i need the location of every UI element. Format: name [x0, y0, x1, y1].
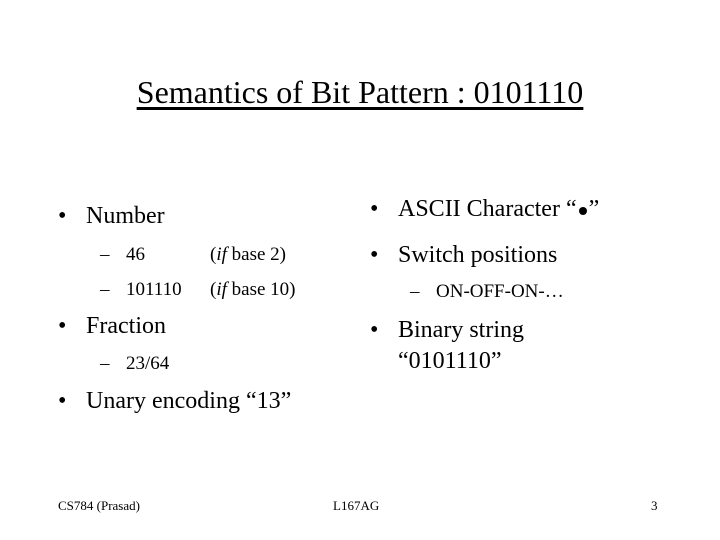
number-bullet: • Number: [58, 203, 165, 229]
switch-item: – ON-OFF-ON-…: [410, 281, 564, 302]
number-item-base2: – 46: [100, 244, 145, 265]
slide-title: [0, 74, 720, 111]
footer-author: CS784 (Prasad): [58, 498, 140, 513]
binary-bullet: • Binary string: [370, 317, 524, 343]
title-prefix: Semantics of Bit Pattern :: [136, 74, 474, 110]
switch-value: ON-OFF-ON-…: [436, 281, 564, 302]
switch-bullet: • Switch positions: [370, 242, 558, 268]
number-item-base10: – 101110: [100, 279, 182, 300]
switch-label: Switch positions: [398, 242, 558, 268]
number-cond-base10: (if base 10): [210, 279, 296, 300]
binary-value: “0101110”: [398, 348, 502, 374]
dot-glyph-icon: [579, 207, 587, 215]
number-value-101110: 101110: [126, 279, 182, 300]
fraction-label: Fraction: [86, 313, 166, 339]
number-label: Number: [86, 203, 165, 229]
number-value-46: 46: [126, 244, 145, 265]
ascii-bullet: • ASCII Character “ ”: [370, 196, 600, 222]
footer-file: L167AG: [333, 498, 380, 513]
binary-label: Binary string: [398, 317, 524, 343]
ascii-label: ASCII Character “: [398, 196, 577, 222]
unary-label: Unary encoding “13”: [86, 388, 292, 414]
footer-page-number: 3: [651, 498, 658, 513]
fraction-value: 23/64: [126, 353, 170, 374]
unary-bullet: • Unary encoding “13”: [58, 388, 292, 414]
fraction-bullet: • Fraction: [58, 313, 166, 339]
fraction-item: – 23/64: [100, 353, 170, 374]
title-pattern: 0101110: [473, 74, 584, 110]
number-cond-base2: (if base 2): [210, 244, 286, 265]
